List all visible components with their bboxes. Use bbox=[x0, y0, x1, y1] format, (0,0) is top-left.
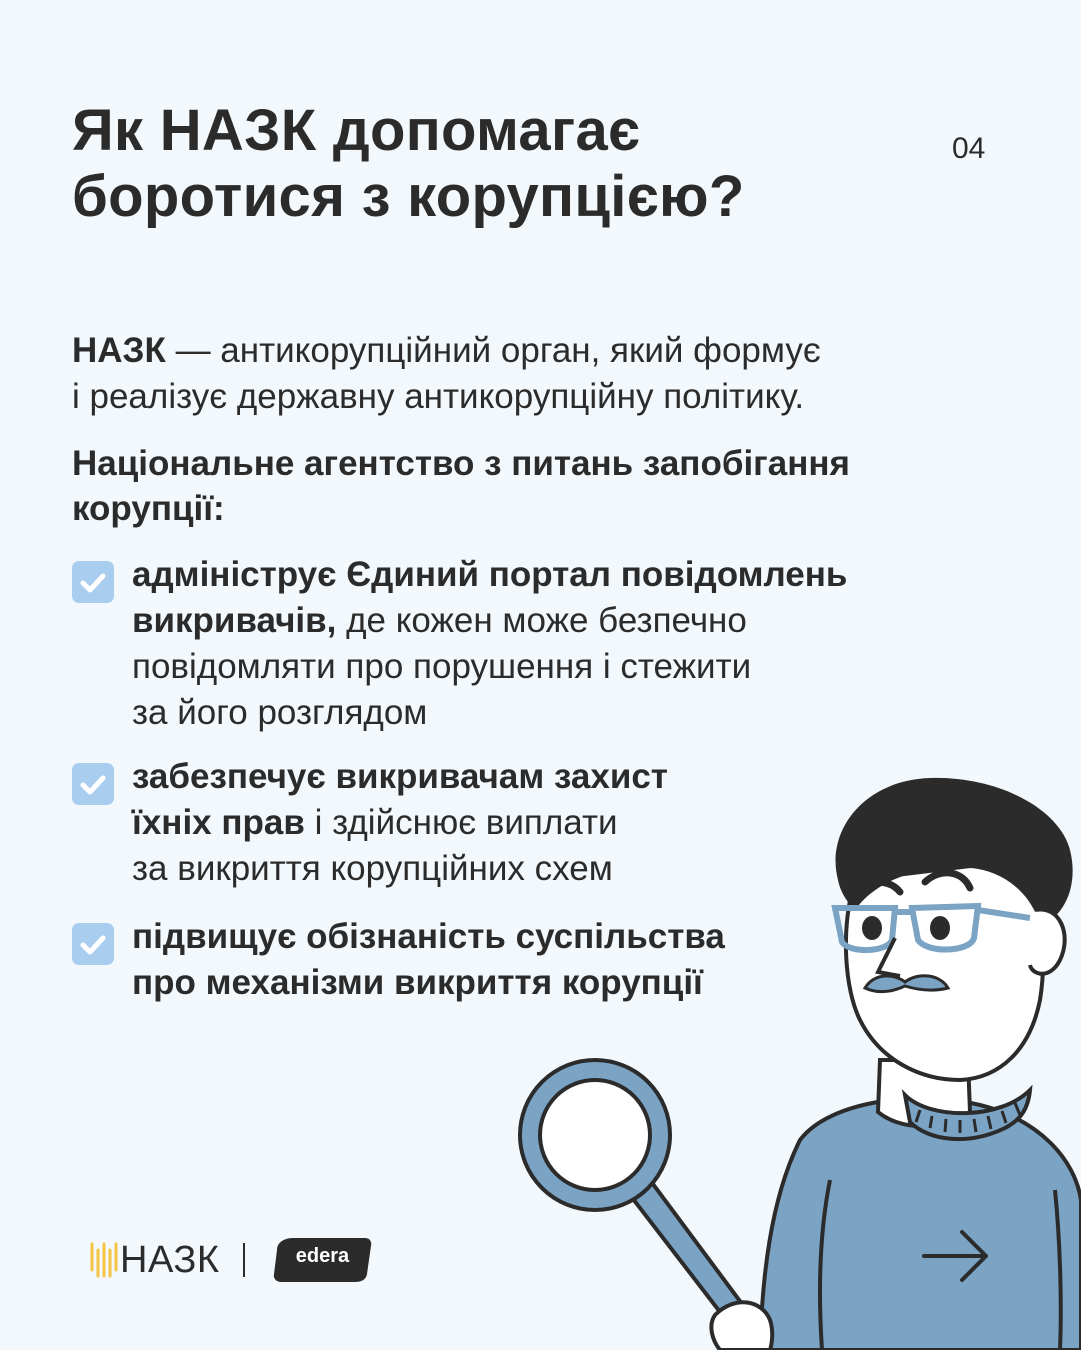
intro-line-1: — антикорупційний орган, який формує bbox=[165, 331, 821, 370]
man-with-magnifier-illustration bbox=[500, 760, 1081, 1350]
intro-line-2: і реалізує державну антикорупційну політику. bbox=[72, 377, 805, 416]
footer-logos bbox=[88, 1236, 373, 1284]
item-2-line-2: і здійснює виплати bbox=[304, 803, 618, 842]
subheading-line-2: корупції: bbox=[72, 489, 225, 528]
nazk-logo-text: НАЗК bbox=[120, 1238, 220, 1281]
nazk-emblem-icon bbox=[88, 1240, 118, 1280]
page-title bbox=[72, 98, 892, 230]
intro-bold: НАЗК bbox=[72, 331, 166, 370]
item-2-line-3: за викриття корупційних схем bbox=[132, 849, 613, 888]
arrow-right-icon[interactable] bbox=[920, 1228, 992, 1284]
checkbox-icon bbox=[72, 923, 114, 965]
item-2-line-1: забезпечує викривачам захист bbox=[132, 757, 668, 796]
edera-logo bbox=[273, 1236, 373, 1284]
item-1-line-1: адмініструє Єдиний портал повідомлень bbox=[132, 555, 848, 594]
page-number: 04 bbox=[952, 132, 986, 165]
list-item-text bbox=[132, 552, 847, 736]
item-3-line-1: підвищує обізнаність суспільства bbox=[132, 917, 725, 956]
item-1-line-2: де кожен може безпечно bbox=[336, 601, 747, 640]
item-1-line-4: за його розглядом bbox=[132, 693, 428, 732]
item-1-line-2-bold: викривачів, bbox=[132, 601, 337, 640]
checkbox-icon bbox=[72, 763, 114, 805]
item-1-line-3: повідомляти про порушення і стежити bbox=[132, 647, 752, 686]
logo-separator bbox=[243, 1243, 245, 1277]
subheading bbox=[72, 441, 992, 531]
title-line-2: боротися з корупцією? bbox=[72, 164, 745, 229]
subheading-line-1: Національне агентство з питань запобігання bbox=[72, 444, 850, 483]
item-3-line-2: про механізми викриття корупції bbox=[132, 963, 703, 1002]
checkbox-icon bbox=[72, 561, 114, 603]
item-2-line-2-bold: їхніх прав bbox=[132, 803, 305, 842]
intro-paragraph bbox=[72, 328, 1012, 420]
edera-logo-text: edera bbox=[295, 1245, 350, 1267]
title-line-1: Як НАЗК допомагає bbox=[72, 98, 641, 163]
